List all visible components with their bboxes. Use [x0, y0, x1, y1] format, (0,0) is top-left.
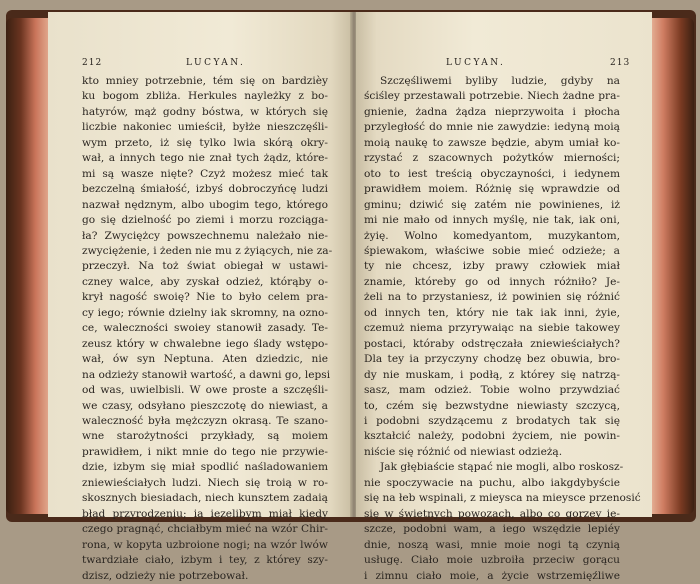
text-line: wał, a innych tego nie znał tych żądz, które-: [82, 152, 328, 165]
text-line: się na łeb wspinali, z mieysca na mieysce przenosić: [364, 492, 641, 505]
text-line: zeusz który w chwalebne iego ślady wstępo-: [82, 337, 328, 350]
text-line: postaci, któraby odstręczała zniewieściałych?: [364, 337, 620, 350]
text-line: mi są wasze nięte? Czyż możesz mieć tak: [82, 167, 328, 180]
text-line: wał, ów syn Neptuna. Aten dziedzic, nie: [82, 353, 328, 366]
page-body: [82, 74, 333, 584]
text-line: cy iego; równie dzielny iak skromny, na ozno-: [82, 306, 328, 319]
text-line: czego pragnąć, chciałbym mieć na wzór Chir-: [82, 523, 328, 536]
text-line: rzystać z szacownych pożytków mierności;: [364, 152, 620, 165]
text-line: ściśley przestawali potrzebie. Niech żadne pra-: [364, 90, 620, 103]
text-line: to, czém się bezwstydne niewiasty szczycą,: [364, 399, 620, 412]
left-page: [48, 12, 352, 582]
text-line: dy nie muskam, i podłą, z którey się natrzą-: [364, 368, 620, 381]
text-line: i podobni szydzącemu z brodatych tak się: [364, 414, 620, 427]
text-line: żyię. Wolno komedyantom, muzykantom,: [364, 229, 620, 242]
text-line: niście się różnić od niewiast odzieżą.: [364, 445, 563, 458]
text-line: od innych ten, który nie tak iak inni, żyie,: [364, 306, 620, 319]
running-head: LUCYAN.: [446, 58, 506, 68]
text-line: dzie, izbym się miał spodlić naśladowaniem: [82, 461, 328, 474]
text-line: hatyrów, mąż godny bóstwa, w których się: [82, 105, 328, 118]
text-line: go się dzielność po ziemi i morzu rozciąga-: [82, 214, 328, 227]
text-line: Dla tey ia przyczyny chodzę bez obuwia, bro-: [364, 353, 620, 366]
text-line: mi nie mało od innych myślę, nie tak, iak oni,: [364, 214, 620, 227]
text-line: liczbie nakoniec umieścił, byłże nieszczęśli-: [82, 121, 328, 134]
text-line: sasz, mam odzież. Tobie wolno przywdziać: [364, 384, 620, 397]
text-line: błąd przyrodzeniu; ia iezelibym miał kiedy: [82, 507, 328, 520]
text-line: gminu; dziwić się zatém nie powinienes, iż: [364, 198, 620, 211]
text-line: się w świetnych powozach, albo co gorzey ie-: [364, 507, 620, 520]
text-line: od was, uwielbisli. W owe proste a szczęśli-: [82, 384, 328, 397]
right-page: [356, 12, 652, 582]
text-line: wym przeto, iż się tylko lwia skórą okry-: [82, 136, 328, 149]
page-edges-left: [6, 18, 48, 514]
text-line: szcze, podobni wam, a iego wszędzie lepiéy: [364, 523, 620, 536]
text-line: dnie, noszą wasi, mnie moie nogi tą czynią: [364, 538, 620, 551]
text-line: usługę. Ciało moie uzbroiła przeciw gorącu: [364, 554, 620, 567]
page-edges-right: [650, 18, 694, 514]
text-line: bezczelną śmiałość, izbyś dobroczyńcę ludzi: [82, 183, 328, 196]
page-body: [364, 74, 641, 584]
text-line: zwyciężenie, i żeden nie mu z żyiących, nie za-: [82, 244, 333, 257]
text-line: Szczęśliwemi byliby ludzie, gdyby na: [380, 75, 620, 87]
text-line: czney walce, aby zyskał odzież, którąby o-: [82, 275, 328, 288]
text-line: przeczył. Na toż świat obiegał w ustawi-: [82, 260, 328, 273]
text-line: skosznych biesiadach, niech kunsztem zadaią: [82, 492, 328, 505]
running-head: LUCYAN.: [186, 58, 246, 68]
text-line: ła? Zwyciężcy powszechnemu należało nie-: [82, 229, 328, 242]
text-line: oto to iest treścią obyczayności, i iedynem: [364, 167, 620, 180]
text-line: nie spoczywacie na puchu, albo iakgdybyście: [364, 476, 620, 489]
text-line: i zimnu ciało moie, a życie wstrzemięźliwe: [364, 569, 620, 582]
text-line: przyległość do mnie nie zawydzie: iedyną moią: [364, 121, 620, 134]
text-line: krył nagość swoię? Nie to było celem pra-: [82, 291, 328, 304]
text-line: ty nie chcesz, izby prawy człowiek miał: [364, 260, 620, 273]
text-line: kształcić należy, podobni życiem, nie powin-: [364, 430, 620, 443]
text-line: śpiewakom, właściwe sobie mieć odzieże; a: [364, 244, 620, 257]
text-line: twardziałe ciało, izbym i tey, z którey szy-: [82, 554, 328, 567]
text-line: ku bogom zbliża. Herkules nayleżky z bo-: [82, 90, 328, 103]
page-number: 213: [610, 58, 631, 68]
text-line: czemuż niema przyrywaiąc na siebie takowey: [364, 322, 620, 335]
text-line: ce, waleczności swoiey stanowił zasady. Te-: [82, 322, 328, 335]
text-line: kto mniey potrzebnie, tém się on bardzièy: [82, 75, 328, 87]
page-number: 212: [82, 58, 103, 68]
text-line: rona, w kopyta uzbroione nogi; na wzór lwów: [82, 538, 328, 551]
text-line: wne starożytności przykłady, są moiem: [82, 430, 328, 443]
text-line: prawidłem, i nikt mnie do tego nie przywie-: [82, 445, 328, 458]
text-line: żeli na to przystaniesz, iż powinien się różnić: [364, 291, 620, 304]
text-line: we czasy, odsyłano pieszczotę do niewiast, a: [82, 399, 328, 412]
text-line: Jak głębiaście stąpać nie mogli, albo roskosz-: [380, 461, 624, 474]
text-line: zniewieściałych ludzi. Niech się troią w ro-: [82, 476, 328, 489]
text-line: gnienie, żadna żądza nieprzywoita i płocha: [364, 105, 620, 118]
text-line: prawidłem moiem. Różnię się wprawdzie od: [364, 183, 620, 196]
text-line: waleczność była mężczyzn okrasą. Te szano-: [82, 414, 328, 427]
text-line: znamie, któreby go od innych różniło? Je-: [364, 275, 620, 288]
text-line: na odzieży stanowił wartość, a dawni go, lepsi: [82, 368, 331, 381]
text-line: nazwał nędznym, albo ubogim tego, którego: [82, 198, 328, 211]
text-line: moią naukę to zawsze będzie, abym umiał ko-: [364, 136, 620, 149]
text-line: dzisz, odzieży nie potrzebował.: [82, 569, 249, 582]
